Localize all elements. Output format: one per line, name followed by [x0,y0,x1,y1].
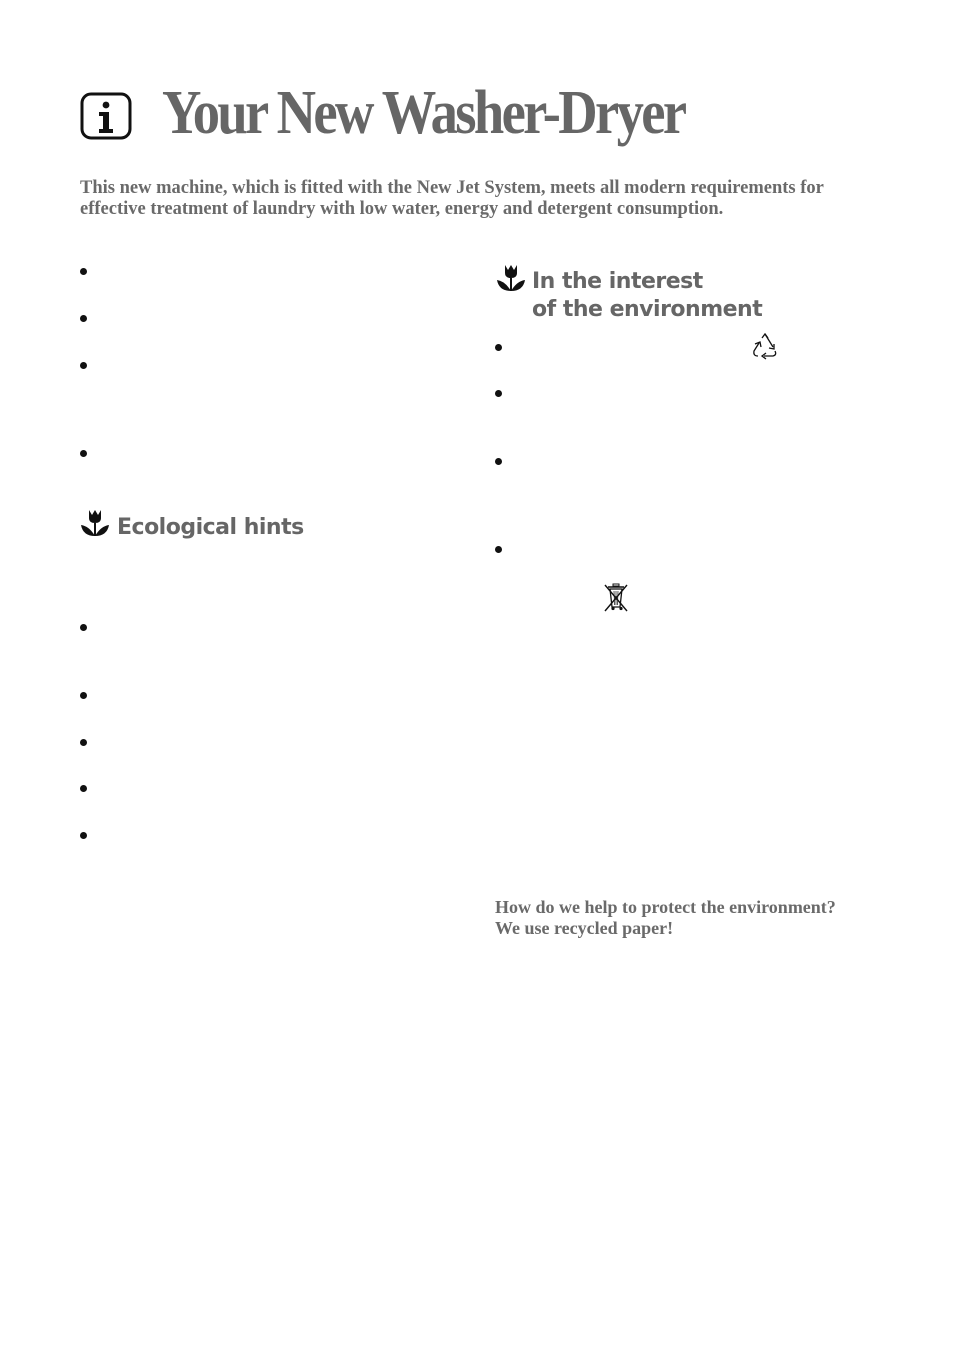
recycle-icon [751,332,779,362]
flower-icon [80,509,110,537]
environment-heading [532,268,762,324]
recycled-paper-note [495,897,895,939]
list-bullet [80,785,87,792]
crossed-bin-icon [602,583,630,613]
list-bullet [80,832,87,839]
list-bullet [80,450,87,457]
list-bullet [80,268,87,275]
page-title: Your New Washer-Dryer [162,79,685,147]
footer-line-1: How do we help to protect the environment? [495,897,836,917]
flower-icon [496,264,526,292]
list-bullet [80,315,87,322]
info-icon [80,92,132,140]
ecological-hints-heading: Ecological hints [117,515,304,540]
list-bullet [495,546,502,553]
list-bullet [495,390,502,397]
list-bullet [80,362,87,369]
environment-heading-line1: In the interest [532,269,703,294]
list-bullet [80,739,87,746]
list-bullet [495,458,502,465]
footer-line-2: We use recycled paper! [495,918,674,938]
intro-paragraph: This new machine, which is fitted with the New Jet System, meets all modern requirements for effective treatment of laundry with low water, energy and detergent consumption. [80,178,824,219]
list-bullet [80,624,87,631]
list-bullet [80,692,87,699]
list-bullet [495,344,502,351]
environment-heading-line2: of the environment [532,297,763,322]
